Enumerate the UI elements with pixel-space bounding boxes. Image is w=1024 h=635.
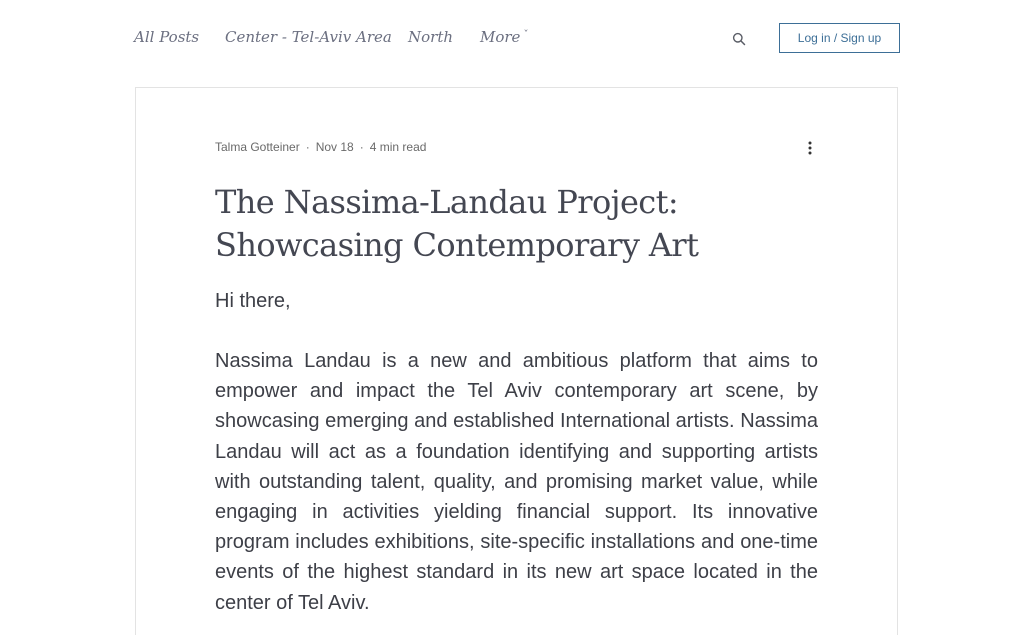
nav-item-north[interactable]: North: [408, 28, 454, 46]
nav-item-all-posts[interactable]: All Posts: [134, 28, 200, 46]
nav-item-more-label: More: [480, 28, 521, 46]
login-signup-button[interactable]: Log in / Sign up: [779, 23, 900, 53]
chevron-down-icon: ˇ: [523, 30, 529, 41]
search-icon[interactable]: [732, 32, 746, 46]
post-greeting: Hi there,: [215, 290, 291, 312]
meta-separator: ·: [305, 140, 310, 154]
post-author[interactable]: Talma Gotteiner: [215, 140, 300, 154]
top-navigation: [0, 0, 1024, 80]
nav-item-center-tel-aviv[interactable]: Center - Tel-Aviv Area: [225, 28, 392, 46]
nav-item-more[interactable]: [480, 28, 528, 46]
post-date: Nov 18: [315, 140, 354, 154]
post-body-paragraph: Nassima Landau is a new and ambitious platform that aims to empower and impact the Tel Aviv contemporary art scene, by showcasing emerging and established International artists. Nassima Landau will act as a foundation identifying and supporting artists with outstanding talent, quality, and promising market value, while engaging in activities yielding financial support. Its innovative program includes exhibitions, site-specific installations and one-time events of the highest standard in its new art space located in the center of Tel Aviv.: [215, 350, 818, 614]
post-read-time: 4 min read: [369, 140, 427, 154]
meta-separator: ·: [359, 140, 364, 154]
post-title: The Nassima-Landau Project: Showcasing Contemporary Art: [215, 183, 699, 264]
more-vertical-icon[interactable]: [803, 139, 817, 157]
post-meta: [215, 140, 426, 154]
